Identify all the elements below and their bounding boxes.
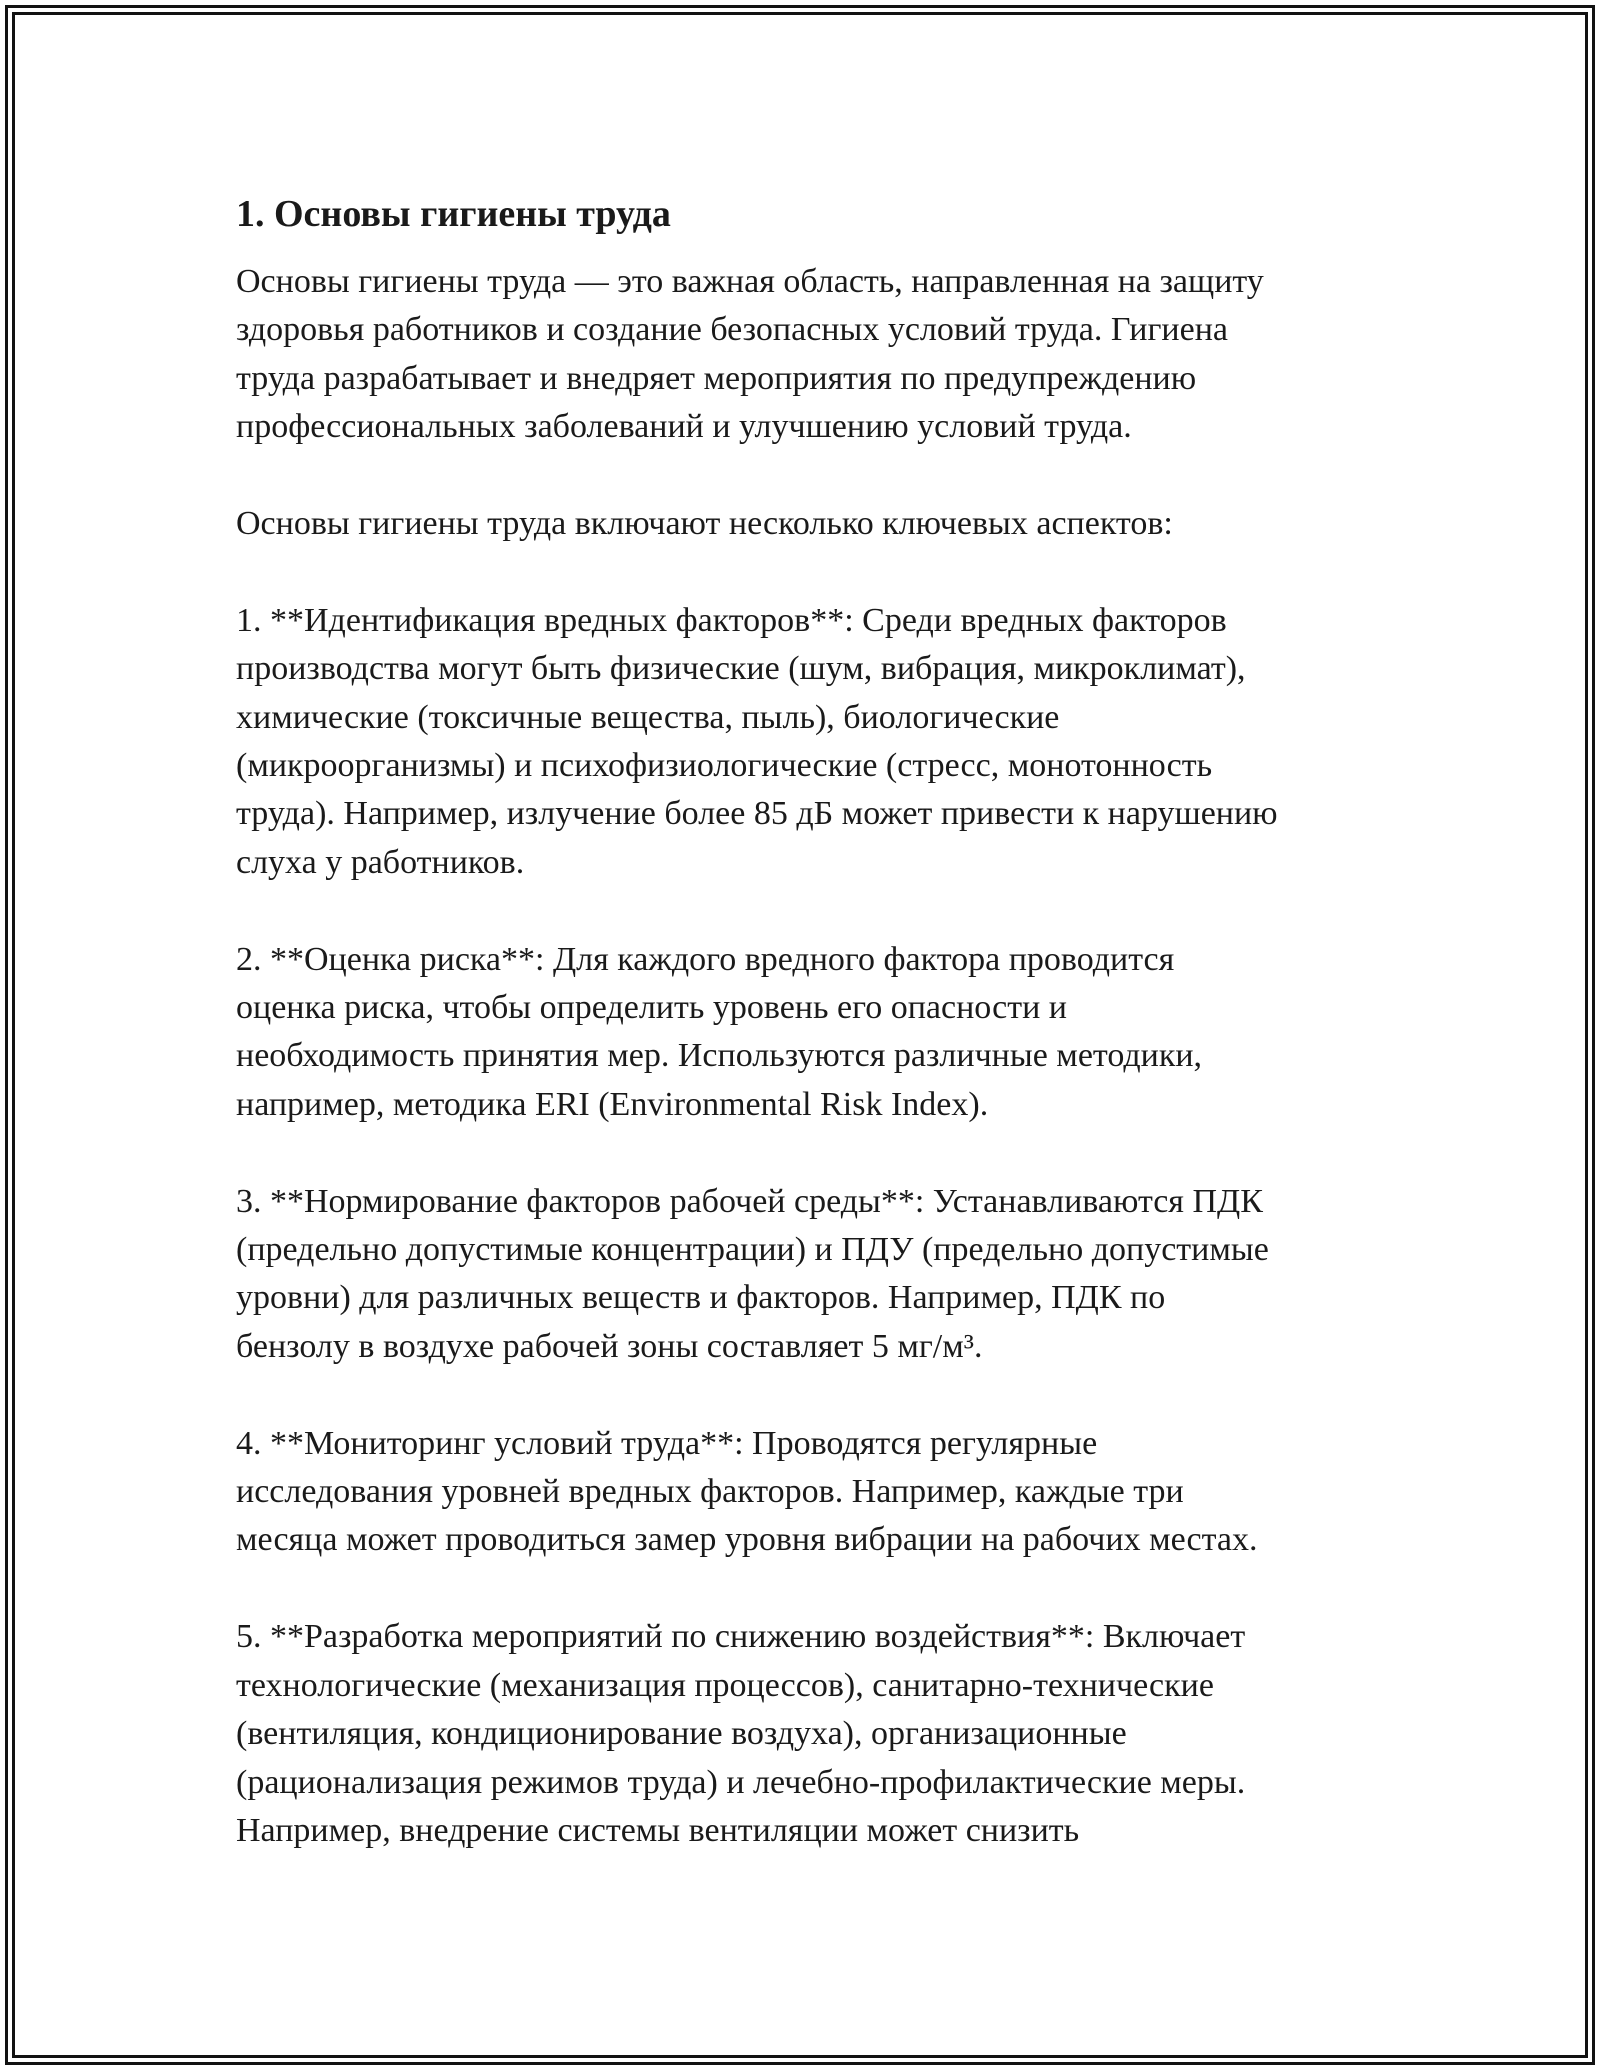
list-item-working-conditions-monitoring: 4. **Мониторинг условий труда**: Проводятся регулярные исследования уровней вредных факторов. Например, каждые три месяца может проводиться замер уровня вибрации на рабочих местах. — [236, 1424, 1258, 1559]
document-page — [236, 190, 1386, 1904]
intro-paragraph: Основы гигиены труда — это важная область, направленная на защиту здоровья работников и создание безопасных условий труда. Гигиена труда разрабатывает и внедряет мероприятия по предупреждению профессиональных заболеваний и улучшению условий труда. — [236, 263, 1264, 446]
list-item-risk-assessment: 2. **Оценка риска**: Для каждого вредного фактора проводится оценка риска, чтобы определить уровень его опасности и необходимость принятия мер. Используются различные методики, например, методика ERI (Environmental Risk Index). — [236, 940, 1203, 1123]
list-item-hazard-identification: 1. **Идентификация вредных факторов**: Среди вредных факторов производства могут быть физические (шум, вибрация, микроклимат), химические (токсичные вещества, пыль), биологические (микроорганизмы) и психофизиологические (стресс, монотонность труда). Например, излучение более 85 дБ может привести к нарушению слуха у работников. — [236, 601, 1278, 881]
list-item-mitigation-measures: 5. **Разработка мероприятий по снижению воздействия**: Включает технологические (механизация процессов), санитарно-технические (вентиляция, кондиционирование воздуха), организационные (рационализация режимов труда) и лечебно-профилактические меры. Например, внедрение системы вентиляции может снизить — [236, 1618, 1246, 1849]
aspects-intro-paragraph: Основы гигиены труда включают несколько ключевых аспектов: — [236, 505, 1173, 543]
list-item-work-environment-standards: 3. **Нормирование факторов рабочей среды**: Устанавливаются ПДК (предельно допустимые концентрации) и ПДУ (предельно допустимые уровни) для различных веществ и факторов. Например, ПДК по бензолу в воздухе рабочей зоны составляет 5 мг/м³. — [236, 1182, 1269, 1365]
section-heading: 1. Основы гигиены труда — [236, 193, 671, 235]
